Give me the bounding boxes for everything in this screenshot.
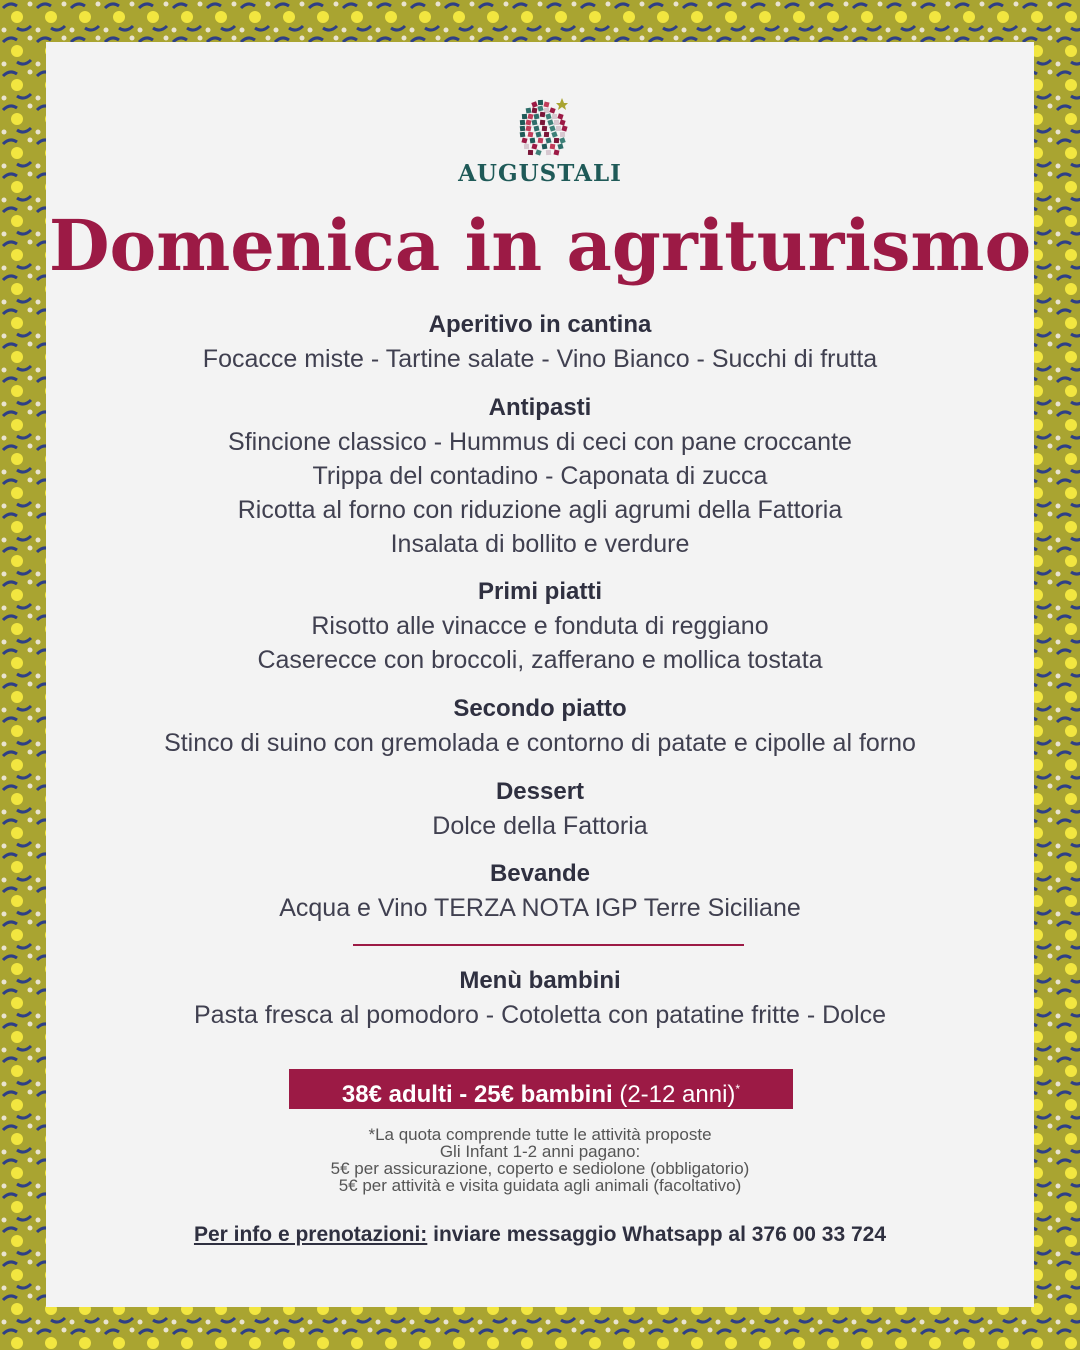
- section-line: Pasta fresca al pomodoro - Cotoletta con patatine fritte - Dolce: [193, 1001, 887, 1029]
- price-notes: [0, 1126, 1080, 1194]
- section-line: Trippa del contadino - Caponata di zucca: [312, 462, 768, 490]
- menu-section-secondo: [0, 692, 1080, 760]
- section-line: Caserecce con broccoli, zafferano e mollica tostata: [257, 646, 823, 674]
- section-heading: Aperitivo in cantina: [428, 311, 652, 338]
- augustali-logo-icon: [514, 96, 568, 160]
- price-footnote-mark: *: [735, 1082, 741, 1096]
- section-line: Stinco di suino con gremolada e contorno di patate e cipolle al forno: [164, 729, 916, 757]
- section-heading: Primi piatti: [477, 578, 603, 605]
- section-heading: Bevande: [489, 860, 591, 887]
- menu-section-dessert: [0, 775, 1080, 843]
- note-line: 5€ per assicurazione, coperto e sediolone (obbligatorio): [330, 1159, 750, 1178]
- brand-name: AUGUSTALI: [458, 160, 622, 187]
- note-line: *La quota comprende tutte le attività proposte: [368, 1125, 712, 1144]
- contact-info: [0, 1223, 1080, 1247]
- menu-section-bevande: [0, 857, 1080, 925]
- section-line: Dolce della Fattoria: [432, 812, 648, 840]
- menu-section-antipasti: [0, 391, 1080, 561]
- contact-text: inviare messaggio Whatsapp al 376 00 33 724: [427, 1223, 887, 1246]
- section-heading: Antipasti: [488, 394, 592, 421]
- section-line: Focacce miste - Tartine salate - Vino Bianco - Succhi di frutta: [202, 345, 878, 373]
- section-line: Acqua e Vino TERZA NOTA IGP Terre Siciliane: [279, 894, 801, 922]
- menu-section-aperitivo: [0, 308, 1080, 376]
- price-age-range: (2-12 anni): [619, 1081, 736, 1108]
- section-heading: Secondo piatto: [453, 695, 627, 722]
- section-line: Ricotta al forno con riduzione agli agrumi della Fattoria: [237, 496, 843, 524]
- section-line: Sfincione classico - Hummus di ceci con pane croccante: [228, 428, 852, 456]
- page-title: Domenica in agriturismo: [48, 204, 1032, 287]
- section-heading: Dessert: [495, 778, 585, 805]
- menu-section-bambini: [0, 964, 1080, 1032]
- price-main: 38€ adulti - 25€ bambini: [341, 1081, 613, 1108]
- section-line: Insalata di bollito e verdure: [390, 530, 690, 558]
- section-line: Risotto alle vinacce e fonduta di reggiano: [311, 612, 769, 640]
- note-line: 5€ per attività e visita guidata agli animali (facoltativo): [338, 1176, 742, 1195]
- menu-section-primi: [0, 575, 1080, 677]
- note-line: Gli Infant 1-2 anni pagano:: [439, 1142, 641, 1161]
- contact-label: Per info e prenotazioni:: [193, 1223, 428, 1246]
- section-heading: Menù bambini: [459, 967, 621, 994]
- section-divider: [353, 944, 744, 946]
- price-banner: [289, 1069, 793, 1109]
